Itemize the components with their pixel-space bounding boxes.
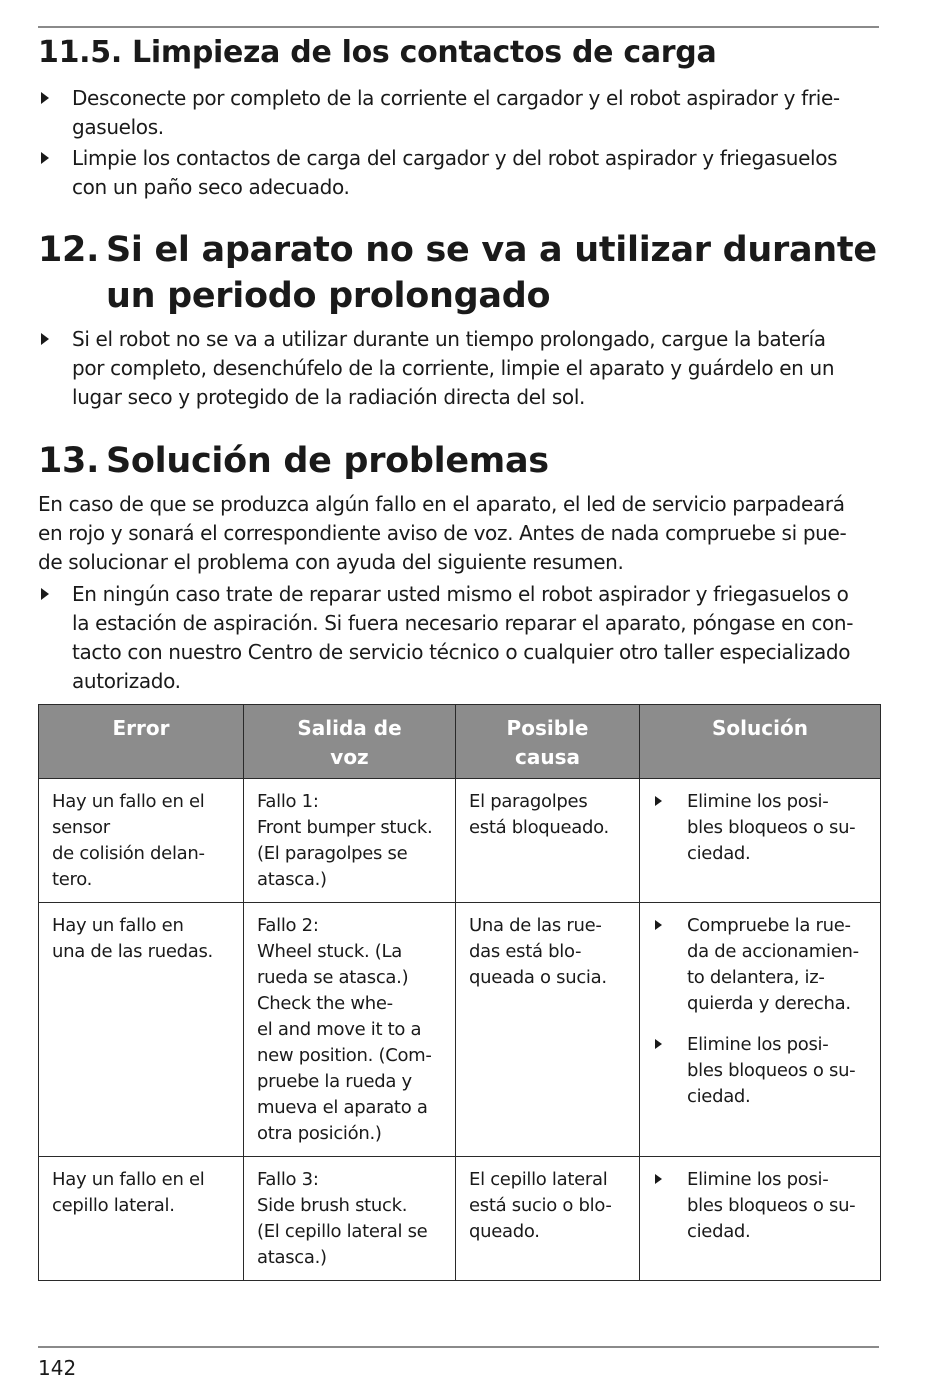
solution-item: Elimine los posi- bles bloqueos o su- ciedad. — [653, 1032, 870, 1110]
header-solution-label: Solución — [712, 716, 808, 740]
section-12-heading — [38, 227, 879, 319]
section-13-bullet-1: En ningún caso trate de reparar usted mismo el robot aspirador y friegasuelos o la estación de aspiración. Si fuera necesario reparar el aparato, póngase en con- tacto con nuestro Centro de servicio técnico o cualquier otro taller especializado autorizado. — [38, 580, 879, 696]
section-13-title: Solución de problemas — [106, 441, 549, 481]
voice-cell — [244, 779, 456, 903]
solution-cell — [640, 779, 881, 903]
section-13-heading — [38, 438, 879, 484]
section-13-number: 13. — [38, 441, 100, 481]
error-text: Hay un fallo en el sensor de colisión delan- tero. — [52, 791, 205, 890]
header-cause — [456, 705, 640, 779]
header-voice — [244, 705, 456, 779]
section-11-5-bullet-1: Desconecte por completo de la corriente el cargador y el robot aspirador y frie- gasuelos. — [38, 84, 879, 142]
voice-text: Fallo 3: Side brush stuck. (El cepillo lateral se atasca.) — [257, 1169, 428, 1268]
voice-text: Fallo 1: Front bumper stuck. (El paragolpes se atasca.) — [257, 791, 433, 890]
header-error — [39, 705, 244, 779]
cause-cell — [456, 1157, 640, 1281]
section-11-5-heading: 11.5. Limpieza de los contactos de carga — [38, 35, 717, 70]
cause-text: El cepillo lateral está sucio o blo- queado. — [469, 1169, 612, 1242]
table-row — [39, 1157, 881, 1281]
section-12-number: 12. — [38, 230, 100, 270]
error-cell — [39, 1157, 244, 1281]
error-cell — [39, 779, 244, 903]
bottom-rule — [38, 1346, 879, 1348]
cause-text: El paragolpes está bloqueado. — [469, 791, 609, 838]
error-text: Hay un fallo en una de las ruedas. — [52, 915, 213, 962]
header-voice-label: Salida de voz — [297, 716, 402, 769]
solution-item: Compruebe la rue- da de accionamien- to delantera, iz- quierda y derecha. — [653, 913, 870, 1017]
header-cause-label: Posible causa — [506, 716, 589, 769]
error-text: Hay un fallo en el cepillo lateral. — [52, 1169, 205, 1216]
cause-cell — [456, 779, 640, 903]
solution-cell — [640, 903, 881, 1157]
table-header-row — [39, 705, 881, 779]
troubleshooting-table — [38, 704, 881, 1281]
section-12-bullet-1: Si el robot no se va a utilizar durante un tiempo prolongado, cargue la batería por completo, desenchúfelo de la corriente, limpie el aparato y guárdelo en un lugar seco y protegido de la radiación directa del sol. — [38, 325, 879, 412]
solution-item: Elimine los posi- bles bloqueos o su- ciedad. — [653, 1167, 870, 1245]
cause-text: Una de las rue- das está blo- queada o sucia. — [469, 915, 607, 988]
voice-cell — [244, 1157, 456, 1281]
page-number: 142 — [38, 1356, 77, 1380]
cause-cell — [456, 903, 640, 1157]
header-error-label: Error — [112, 716, 170, 740]
solution-item: Elimine los posi- bles bloqueos o su- ciedad. — [653, 789, 870, 867]
voice-text: Fallo 2: Wheel stuck. (La rueda se atasca.) Check the whe- el and move it to a new position. (Com- pruebe la rueda y mueva el aparato a otra posición.) — [257, 915, 432, 1144]
error-cell — [39, 903, 244, 1157]
solution-cell — [640, 1157, 881, 1281]
section-12-title: Si el aparato no se va a utilizar durante un periodo prolongado — [106, 230, 877, 316]
section-13-intro: En caso de que se produzca algún fallo en el aparato, el led de servicio parpadeará en rojo y sonará el correspondiente aviso de voz. Antes de nada compruebe si pue- de solucionar el problema con ayuda del siguiente resumen. — [38, 492, 847, 574]
voice-cell — [244, 903, 456, 1157]
top-rule — [38, 26, 879, 28]
section-11-5-bullet-2: Limpie los contactos de carga del cargador y del robot aspirador y friegasuelos con un paño seco adecuado. — [38, 144, 879, 202]
header-solution — [640, 705, 881, 779]
table-row — [39, 779, 881, 903]
table-row — [39, 903, 881, 1157]
